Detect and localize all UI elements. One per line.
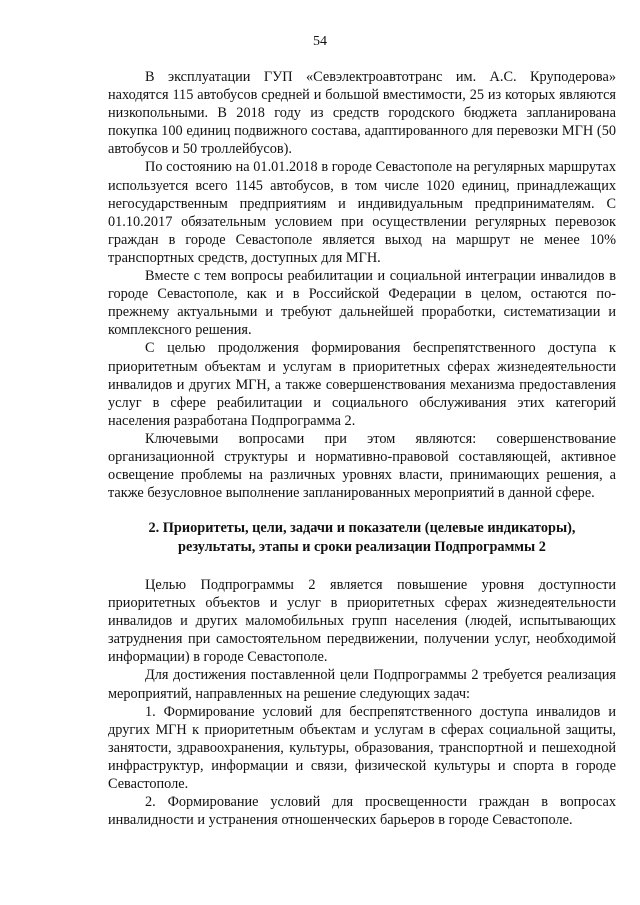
page-number: 54 xyxy=(313,34,327,49)
body-text-bottom xyxy=(108,576,616,829)
paragraph-rehabilitation-issues: Вместе с тем вопросы реабилитации и социальной интеграции инвалидов в городе Севастополе, как и в Российской Федерации в целом, остаются по-прежнему актуальными и требуют дальнейшей проработки, систематизации и комплексного решения. xyxy=(108,268,616,339)
paragraph-tasks-intro: Для достижения поставленной цели Подпрограммы 2 требуется реализация мероприятий, направленных на решение следующих задач: xyxy=(108,667,616,702)
section-heading-line-2: результаты, этапы и сроки реализации Подпрограммы 2 xyxy=(178,539,546,555)
paragraph-task-2: 2. Формирование условий для просвещенности граждан в вопросах инвалидности и устранения отношенческих барьеров в городе Севастополе. xyxy=(108,794,616,829)
paragraph-regular-routes: По состоянию на 01.01.2018 в городе Севастополе на регулярных маршрутах используется всего 1145 автобусов, в том числе 1020 единиц, принадлежащих негосударственным предприятиям и индивидуальным предпринимателям. С 01.10.2017 обязательным условием при осуществлении регулярных перевозок граждан в городе Севастополе является выход на маршрут не менее 10% транспортных средств, доступных для МГН. xyxy=(108,159,616,266)
section-heading xyxy=(108,519,616,557)
paragraph-key-issues: Ключевыми вопросами при этом являются: совершенствование организационной структуры и нормативно-правовой составляющей, активное освещение проблемы на различных уровнях власти, принимающих решения, а также безусловное выполнение запланированных мероприятий в данной сфере. xyxy=(108,430,616,502)
paragraph-subprogram-goal: Целью Подпрограммы 2 является повышение уровня доступности приоритетных объектов и услуг в приоритетных сферах жизнедеятельности инвалидов и других маломобильных групп населения (людей, испытывающих затруднения при самостоятельном передвижении, получении услуг, необходимой информации) в городе Севастополе. xyxy=(108,577,616,666)
section-heading-line-1: 2. Приоритеты, цели, задачи и показатели (целевые индикаторы), xyxy=(148,520,576,536)
paragraph-subprogram-purpose: С целью продолжения формирования беспрепятственного доступа к приоритетным объектам и услугам в приоритетных сферах жизнедеятельности инвалидов и других МГН, а также совершенствования механизма предоставления услуг в сфере реабилитации и социального обслуживания этих категорий населения разработана Подпрограмма 2. xyxy=(108,340,616,429)
body-text-top xyxy=(108,68,616,502)
paragraph-task-1: 1. Формирование условий для беспрепятственного доступа инвалидов и других МГН к приоритетным объектам и услугам в сферах социальной защиты, занятости, здравоохранения, культуры, образования, транспортной и пешеходной инфраструктур, информации и связи, физической культуры и спорта в городе Севастополе. xyxy=(108,703,616,793)
paragraph-bus-fleet: В эксплуатации ГУП «Севэлектроавтотранс им. А.С. Круподерова» находятся 115 автобусов средней и большой вместимости, 25 из которых являются низкопольными. В 2018 году из средств городского бюджета запланирована покупка 100 единиц подвижного состава, адаптированного для перевозки МГН (50 автобусов и 50 троллейбусов). xyxy=(108,69,616,158)
